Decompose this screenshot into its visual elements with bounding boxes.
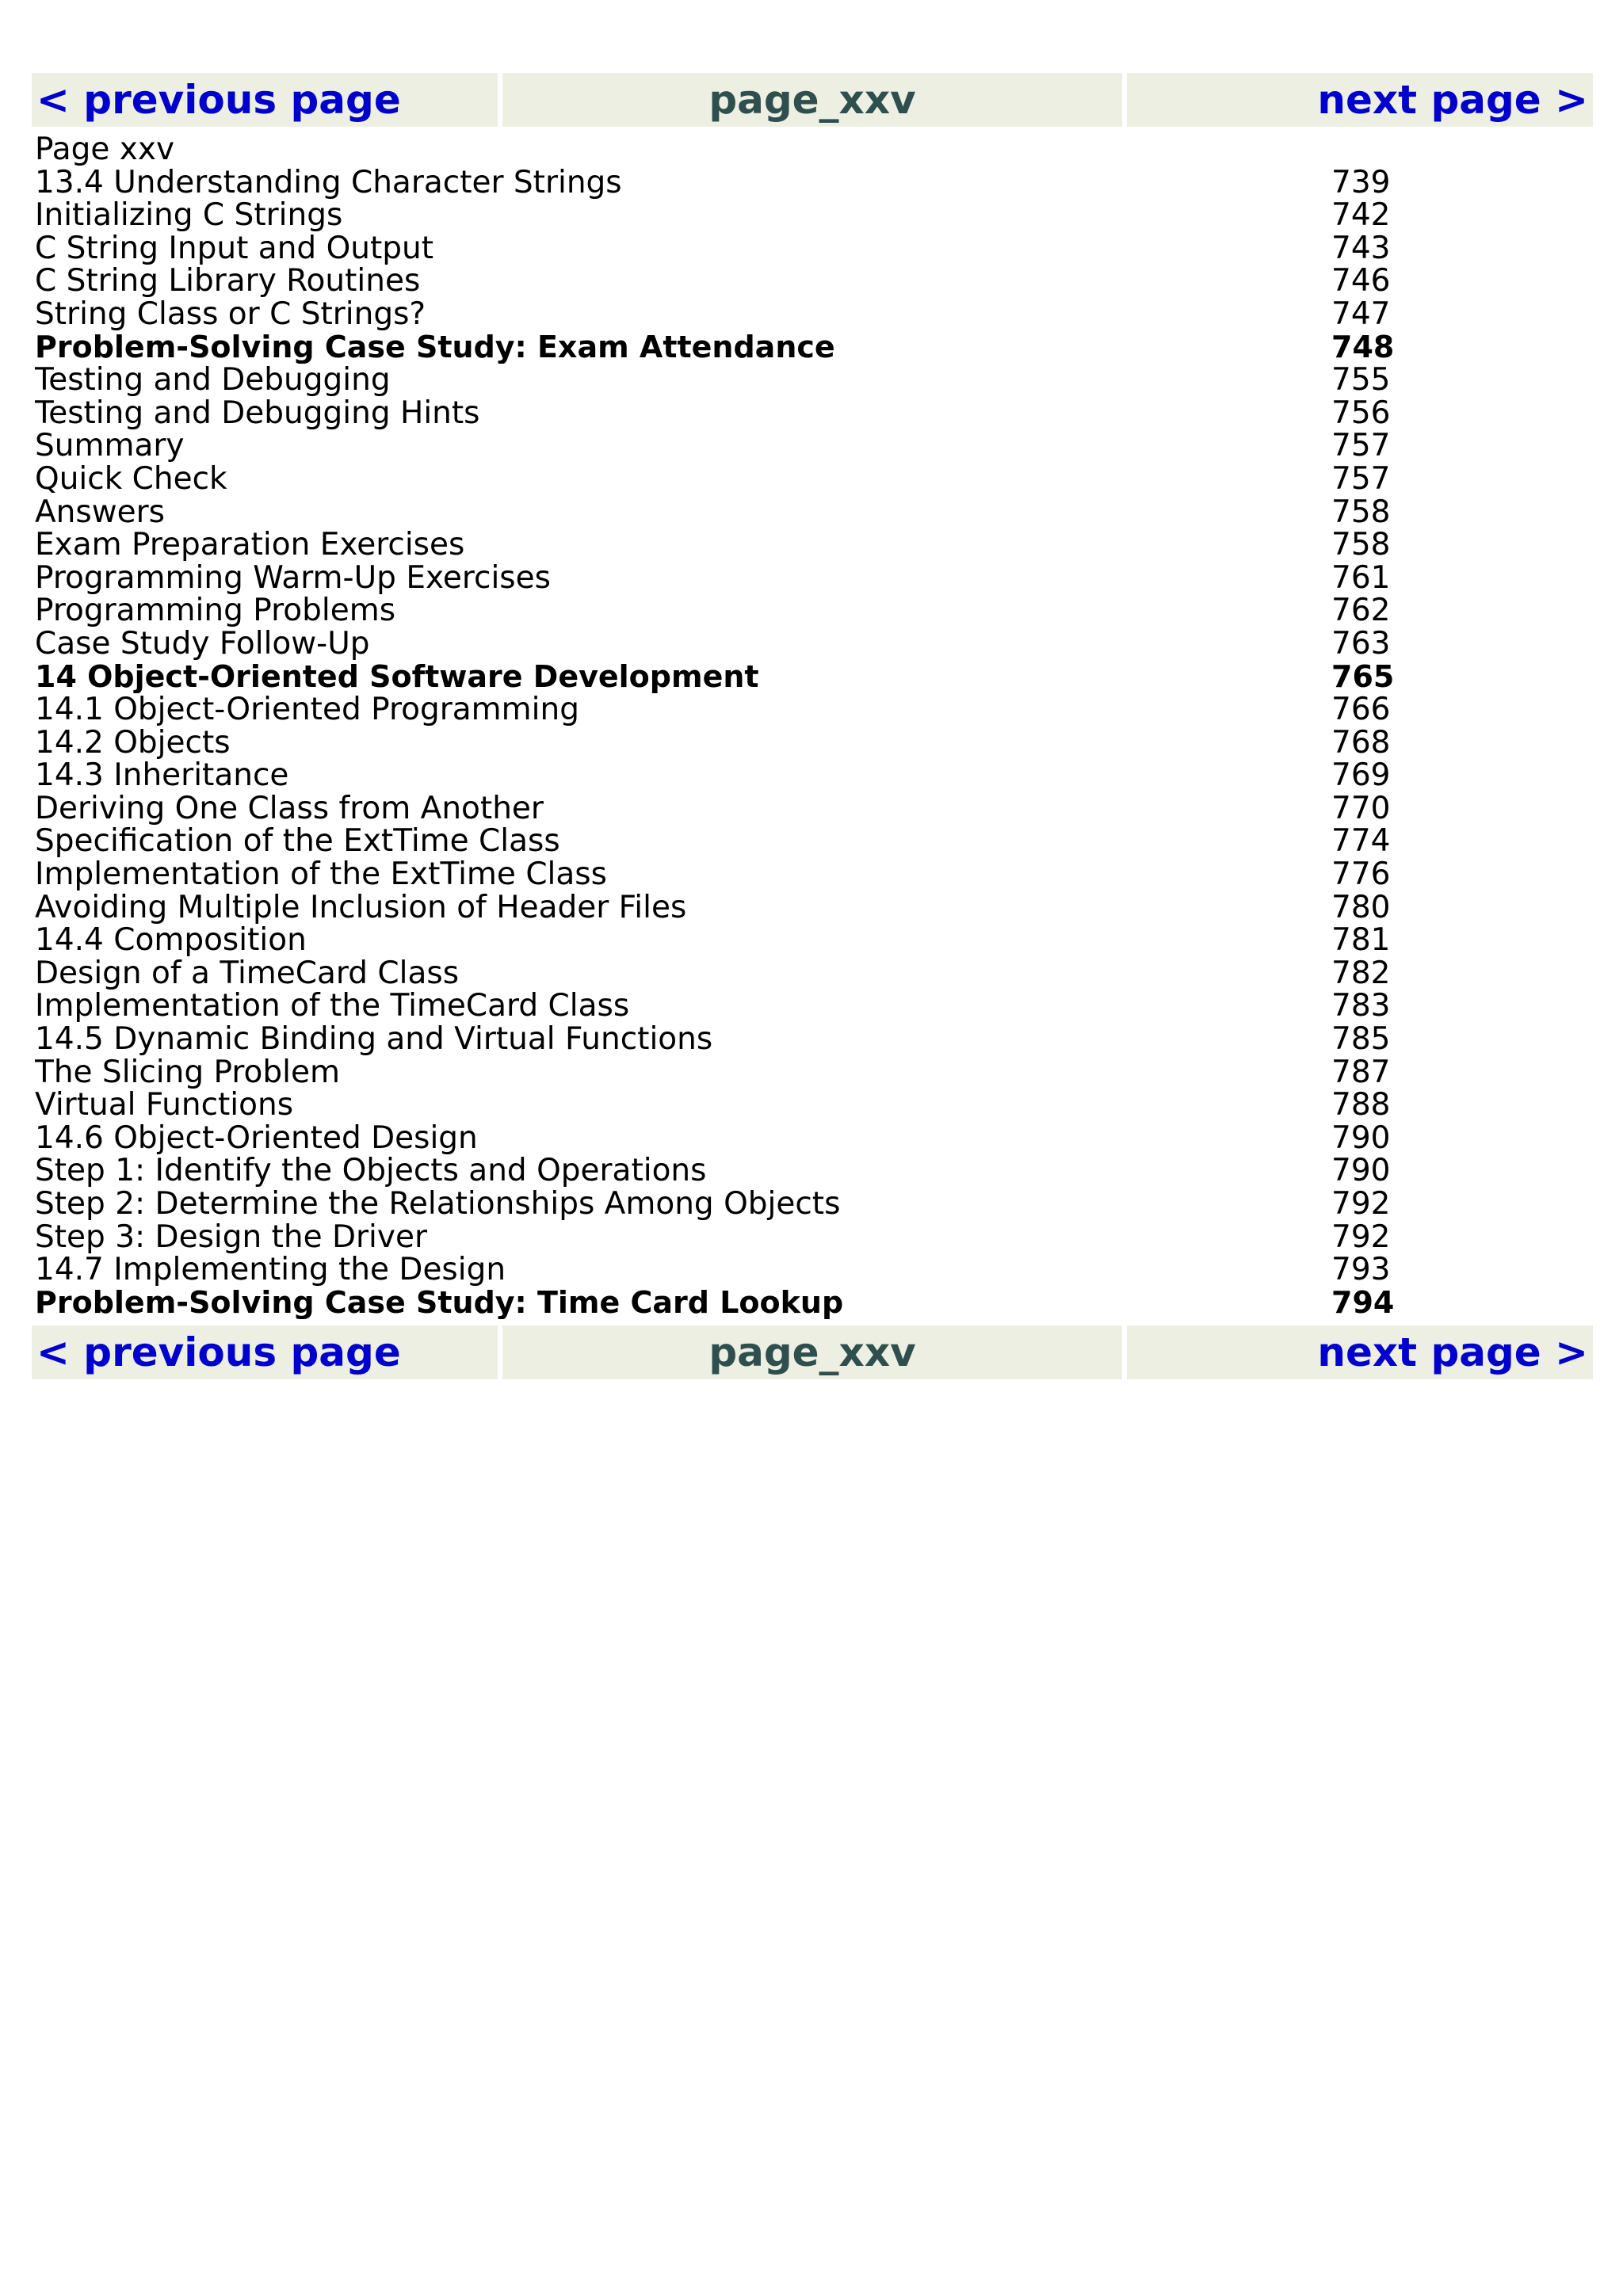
toc-entry-title: Implementation of the ExtTime Class (35, 858, 607, 891)
toc-entry-page: 788 (1331, 1087, 1391, 1123)
bottom-next-page-link[interactable]: next page > (1317, 1329, 1588, 1376)
toc-entry (35, 298, 1593, 331)
toc-entry-title: 14.7 Implementing the Design (35, 1253, 506, 1287)
toc-entry-page: 768 (1331, 724, 1391, 761)
toc-entry-title: Testing and Debugging (35, 364, 391, 397)
toc-entry (35, 1154, 1593, 1188)
toc-entry-page: 765 (1331, 658, 1395, 694)
page-heading: Page xxv (35, 132, 175, 167)
toc-entry (35, 460, 1593, 497)
toc-entry (35, 1023, 1593, 1056)
bottom-page-label: page_xxv (502, 1325, 1122, 1379)
toc-entry-title: 14.3 Inheritance (35, 759, 289, 792)
toc-entry (35, 759, 1593, 792)
toc-entry-page: 757 (1331, 460, 1391, 497)
bottom-nav-bar (32, 1325, 1593, 1379)
toc-entry-page: 766 (1331, 692, 1391, 728)
toc-entry-page: 756 (1331, 395, 1391, 431)
toc-entry-title: Implementation of the TimeCard Class (35, 990, 630, 1024)
toc-entry (35, 1188, 1593, 1221)
toc-entry-title: Testing and Debugging Hints (35, 396, 480, 430)
toc-content (35, 133, 1593, 1319)
toc-entry-page: 794 (1331, 1284, 1395, 1320)
toc-entry-title: Programming Problems (35, 594, 396, 627)
toc-entry (35, 792, 1593, 826)
toc-entry (35, 957, 1593, 990)
toc-entry (35, 166, 1593, 200)
toc-entry-title: 13.4 Understanding Character Strings (35, 166, 622, 200)
toc-entry-page: 787 (1331, 1054, 1391, 1090)
toc-entry (35, 594, 1593, 627)
toc-entry (35, 364, 1593, 397)
toc-entry-title: Programming Warm-Up Exercises (35, 561, 551, 595)
toc-entry-title: Exam Preparation Exercises (35, 528, 465, 562)
toc-entry-title: Problem-Solving Case Study: Exam Attendance (35, 330, 835, 364)
toc-entry-page: 761 (1331, 559, 1391, 596)
toc-entry-page: 762 (1331, 593, 1391, 629)
toc-entry (35, 658, 1593, 694)
top-next-cell (1127, 73, 1593, 127)
toc-entry-title: C String Input and Output (35, 231, 434, 265)
toc-entry (35, 627, 1593, 661)
toc-entry-page: 769 (1331, 757, 1391, 794)
toc-entry (35, 924, 1593, 957)
toc-entry-title: Initializing C Strings (35, 199, 343, 232)
toc-entry-page: 785 (1331, 1021, 1391, 1058)
toc-entry (35, 1253, 1593, 1287)
top-nav-bar (32, 73, 1593, 127)
toc-entry (35, 265, 1593, 298)
toc-entry-title: Specification of the ExtTime Class (35, 825, 560, 859)
toc-entry-page: 774 (1331, 823, 1391, 860)
top-next-page-link[interactable]: next page > (1317, 77, 1588, 123)
toc-entry-title: 14 Object-Oriented Software Development (35, 660, 759, 694)
page (32, 73, 1593, 1379)
toc-entry-title: Summary (35, 429, 185, 463)
toc-entry-title: 14.4 Composition (35, 924, 307, 957)
toc-entry-page: 758 (1331, 527, 1391, 563)
toc-entry-page: 742 (1331, 197, 1391, 234)
toc-entry-title: Virtual Functions (35, 1089, 294, 1122)
toc-entry (35, 1089, 1593, 1122)
toc-entry-page: 792 (1331, 1219, 1391, 1255)
toc-entry-title: Answers (35, 495, 165, 529)
toc-entry (35, 693, 1593, 727)
toc-entry-title: Step 3: Design the Driver (35, 1220, 428, 1254)
toc-entry-title: Deriving One Class from Another (35, 791, 544, 826)
toc-entry (35, 397, 1593, 430)
toc-entry (35, 1056, 1593, 1089)
top-previous-cell (32, 73, 498, 127)
toc-entry (35, 891, 1593, 925)
toc-entry-page: 781 (1331, 922, 1391, 959)
toc-entry-page: 783 (1331, 988, 1391, 1024)
toc-entry-page: 790 (1331, 1153, 1391, 1189)
toc-entry-page: 746 (1331, 263, 1391, 299)
toc-entry (35, 990, 1593, 1023)
toc-entry (35, 825, 1593, 858)
toc-entry-title: C String Library Routines (35, 265, 421, 298)
toc-entry-title: 14.1 Object-Oriented Programming (35, 693, 579, 727)
toc-entry (35, 559, 1593, 596)
toc-entry (35, 724, 1593, 761)
toc-entry (35, 496, 1593, 529)
toc-entry-title: Design of a TimeCard Class (35, 956, 460, 990)
toc-entry (35, 199, 1593, 232)
toc-entry (35, 1284, 1593, 1320)
toc-entry-page: 747 (1331, 296, 1391, 332)
toc-entry-page: 758 (1331, 494, 1391, 530)
toc-list (35, 166, 1593, 1320)
toc-entry (35, 528, 1593, 562)
toc-entry-page: 770 (1331, 790, 1391, 826)
toc-entry-page: 793 (1331, 1252, 1391, 1288)
toc-entry-title: Problem-Solving Case Study: Time Card Lookup (35, 1286, 844, 1320)
toc-entry-page: 782 (1331, 955, 1391, 991)
toc-entry-page: 739 (1331, 164, 1391, 200)
toc-entry-title: Quick Check (35, 462, 227, 496)
toc-entry-page: 755 (1331, 362, 1391, 399)
toc-entry-page: 776 (1331, 856, 1391, 893)
toc-entry-title: String Class or C Strings? (35, 297, 426, 331)
toc-entry-page: 748 (1331, 329, 1395, 364)
bottom-next-cell (1127, 1325, 1593, 1379)
toc-entry (35, 429, 1593, 463)
toc-entry (35, 1221, 1593, 1254)
toc-entry-page: 792 (1331, 1186, 1391, 1222)
toc-entry (35, 331, 1593, 364)
bottom-previous-page-link[interactable]: < previous page (36, 1329, 401, 1376)
toc-entry-title: 14.5 Dynamic Binding and Virtual Functions (35, 1023, 713, 1056)
toc-entry-page: 743 (1331, 230, 1391, 266)
toc-entry-title: The Slicing Problem (35, 1055, 340, 1089)
toc-entry-title: Step 1: Identify the Objects and Operations (35, 1154, 707, 1188)
toc-entry-title: 14.2 Objects (35, 726, 231, 760)
top-page-label: page_xxv (502, 73, 1122, 127)
toc-entry-page: 763 (1331, 625, 1391, 662)
top-previous-page-link[interactable]: < previous page (36, 77, 401, 123)
toc-entry-page: 780 (1331, 889, 1391, 925)
toc-entry-title: Step 2: Determine the Relationships Among Objects (35, 1188, 841, 1221)
toc-entry (35, 858, 1593, 891)
toc-entry-page: 790 (1331, 1119, 1391, 1156)
bottom-previous-cell (32, 1325, 498, 1379)
toc-entry-title: Case Study Follow-Up (35, 627, 370, 661)
toc-entry (35, 1119, 1593, 1156)
toc-entry-title: 14.6 Object-Oriented Design (35, 1121, 478, 1155)
toc-entry-page: 757 (1331, 428, 1391, 464)
toc-entry-title: Avoiding Multiple Inclusion of Header Files (35, 891, 687, 925)
toc-entry (35, 232, 1593, 265)
